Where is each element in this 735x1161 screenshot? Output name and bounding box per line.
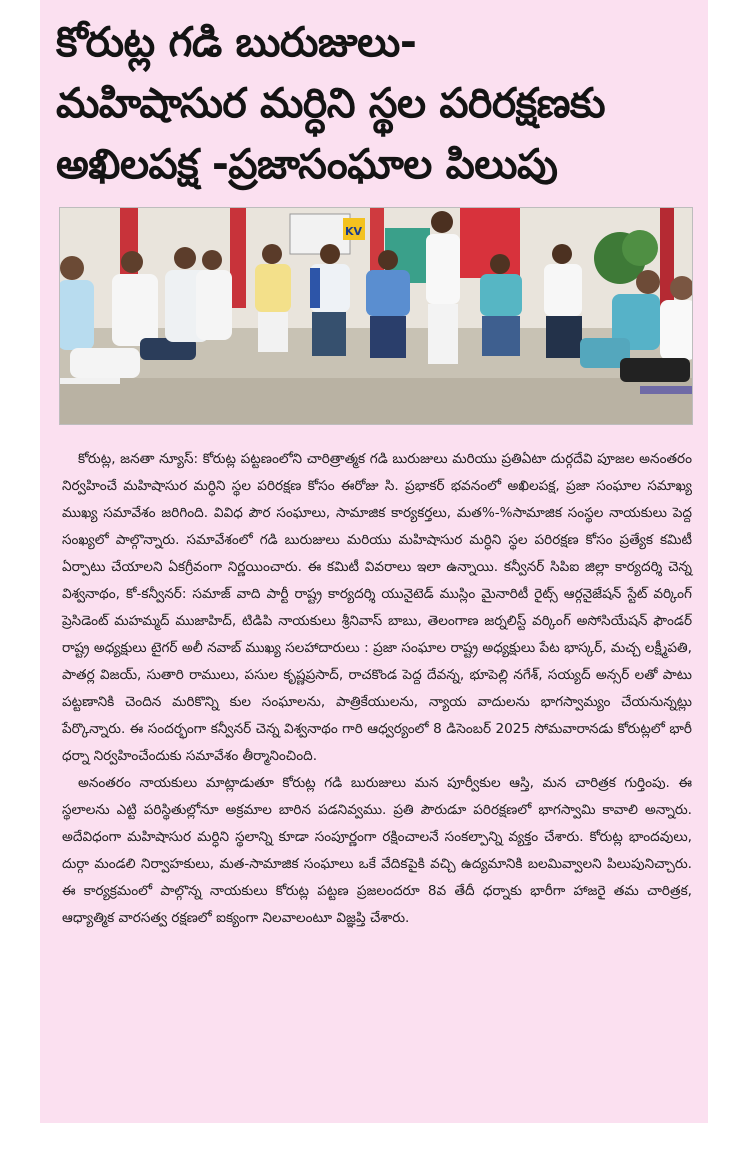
article-photo: [59, 207, 693, 425]
article-body: [62, 446, 692, 932]
headline-line-3: అఖిలపక్ష -ప్రజాసంఘాల పిలుపు: [56, 140, 558, 188]
photo-sign-text: KV: [345, 225, 363, 238]
article-paragraph-2: అనంతరం నాయకులు మాట్లాడుతూ కోరుట్ల గడి బురుజులు మన పూర్వీకుల ఆస్తి, మన చారిత్రక గుర్తింపు. ఈ స్థలాలను ఎట్టి పరిస్థితుల్లోనూ అక్రమాల బారిన పడనివ్వము. ప్రతి పౌరుడూ పరిరక్షణలో భాగస్వామి కావాలి అన్నారు. అదేవిధంగా మహిషాసుర మర్ధిని స్థలాన్ని కూడా సంపూర్ణంగా రక్షించాలనే సంకల్పాన్ని వ్యక్తం చేశారు. కోరుట్ల భాందవులు, దుర్గా మండలి నిర్వాహకులు, మత-సామాజిక సంఘాలు ఒకే వేదికపైకి వచ్చి ఉద్యమానికి బలమివ్వాలని పిలుపునిచ్చారు. ఈ కార్యక్రమంలో పాల్గొన్న నాయకులు కోరుట్ల పట్టణ ప్రజలందరూ 8వ తేదీ ధర్నాకు భారీగా హాజరై తమ చారిత్రక, ఆధ్యాత్మిక వారసత్వ రక్షణలో ఐక్యంగా నిలవాలంటూ విజ్ఞప్తి చేశారు.: [62, 775, 692, 926]
article-headline: [56, 12, 696, 195]
headline-line-1: కోరుట్ల గడి బురుజులు-: [56, 18, 417, 66]
article-paragraph-1: కోరుట్ల, జనతా న్యూస్: కోరుట్ల పట్టణంలోని చారిత్రాత్మక గడి బురుజులు మరియు ప్రతిఏటా దుర్గదేవి పూజల అనంతరం నిర్వహించే మహిషాసుర మర్ధిని స్థల పరిరక్షణ కోసం ఈరోజు సి. ప్రభాకర్ భవనంలో అఖిలపక్ష, ప్రజా సంఘాల సమాఖ్య ముఖ్య సమావేశం జరిగింది. వివిధ పౌర సంఘాలు, సామాజిక కార్యకర్తలు, మత%-%సామాజిక సంస్థల నాయకులు పెద్ద సంఖ్యలో పాల్గొన్నారు. సమావేశంలో గడి బురుజులు మరియు మహిషాసుర మర్ధిని స్థల పరిరక్షణ కోసం ప్రత్యేక కమిటీ ఏర్పాటు చేయాలని ఏకగ్రీవంగా నిర్ణయించారు. ఈ కమిటీ వివరాలు ఇలా ఉన్నాయి. కన్వీనర్ సిపిఐ జిల్లా కార్యదర్శి చెన్న విశ్వనాథం, కో-కన్వీనర్: సమాజ్ వాది పార్టీ రాష్ట్ర కార్యదర్శి యునైటెడ్ ముస్లిం మైనారిటీ రైట్స్ ఆర్గనైజేషన్ స్టేట్ వర్కింగ్ ప్రెసిడెంట్ మహమ్మద్ ముజాహిద్, టిడిపి నాయకులు శ్రీనివాస్ బాబు, తెలంగాణ జర్నలిస్ట్ వర్కింగ్ అసోసియేషన్ ఫౌండర్ రాష్ట్ర అధ్యక్షులు టైగర్ అలీ నవాబ్ ముఖ్య సలహాదారులు : ప్రజా సంఘాల రాష్ట్ర అధ్యక్షులు పేట భాస్కర్, మచ్చ లక్ష్మీపతి, పాతర్ల విజయ్, సుతారి రాములు, పసుల కృష్ణప్రసాద్, రాచకొండ పెద్ద దేవన్న, భూపెల్లి నగేశ్, సయ్యద్ అన్సర్ లతో పాటు పట్టణానికి చెందిన మరికొన్ని కుల సంఘాలను, పాత్రికేయులను, న్యాయ వాదులను భాగస్వామ్యం చేయనున్నట్లు పేర్కొన్నారు. ఈ సందర్భంగా కన్వీనర్ చెన్న విశ్వనాథం గారి ఆధ్వర్యంలో 8 డిసెంబర్ 2025 సోమవారానడు కోరుట్లలో భారీ ధర్నా నిర్వహించేందుకు సమావేశం తీర్మానించింది.: [62, 451, 693, 764]
headline-line-2: మహిషాసుర మర్ధిని స్థల పరిరక్షణకు: [56, 79, 606, 127]
